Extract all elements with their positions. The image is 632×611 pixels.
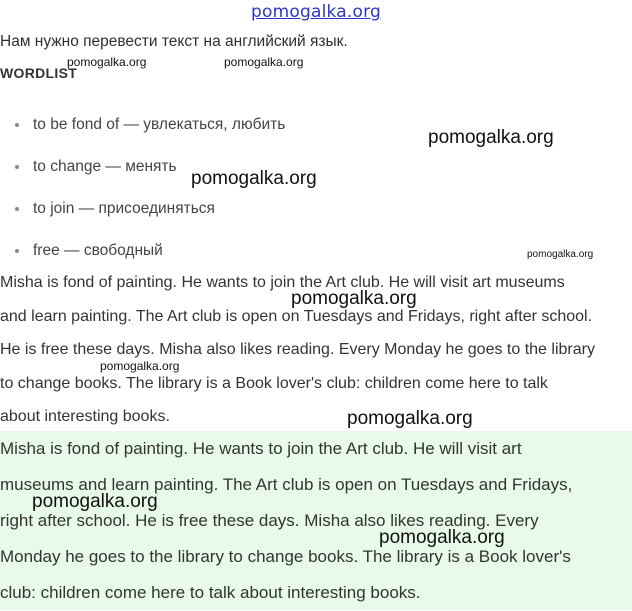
watermark: pomogalka.org [32,491,158,512]
main-text-line: about interesting books. [0,408,170,425]
main-text-line: and learn painting. The Art club is open on Tuesdays and Fridays, right after school. [0,307,593,325]
bullet-icon [15,123,19,127]
wordlist-item-text: free — свободный [33,242,163,259]
answer-line: Misha is fond of painting. He wants to join the Art club. He will visit art [0,439,522,458]
watermark: pomogalka.org [428,127,554,148]
watermark: pomogalka.org [224,55,304,69]
main-text-line: to change books. The library is a Book lover's club: children come here to talk [0,374,548,392]
wordlist-title: WORDLIST [0,65,78,81]
main-text-line: He is free these days. Misha also likes reading. Every Monday he goes to the library [0,341,595,358]
wordlist-item-text: to join — присоединяться [33,200,215,217]
main-text-line: Misha is fond of painting. He wants to join the Art club. He will visit art museums [0,274,565,291]
watermark: pomogalka.org [347,408,473,429]
bullet-icon [15,249,19,253]
answer-line: club: children come here to talk about interesting books. [0,583,421,602]
answer-line: right after school. He is free these days. Misha also likes reading. Every [0,511,539,530]
watermark: pomogalka.org [379,527,505,548]
bullet-icon [15,207,19,211]
bullet-icon [15,165,19,169]
watermark: pomogalka.org [67,55,147,69]
intro-text: Нам нужно перевести текст на английский язык. [0,33,348,50]
watermark: pomogalka.org [291,288,417,309]
watermark: pomogalka.org [191,168,317,189]
site-header-link[interactable]: pomogalka.org [251,2,381,22]
watermark: pomogalka.org [100,359,180,373]
answer-line: museums and learn painting. The Art club is open on Tuesdays and Fridays, [0,475,573,494]
answer-block [0,431,632,610]
watermark: pomogalka.org [527,249,594,260]
wordlist-item-text: to be fond of — увлекаться, любить [33,116,286,133]
answer-text [0,431,632,611]
wordlist-item-text: to change — менять [33,158,177,175]
answer-line: Monday he goes to the library to change books. The library is a Book lover's [0,547,571,566]
